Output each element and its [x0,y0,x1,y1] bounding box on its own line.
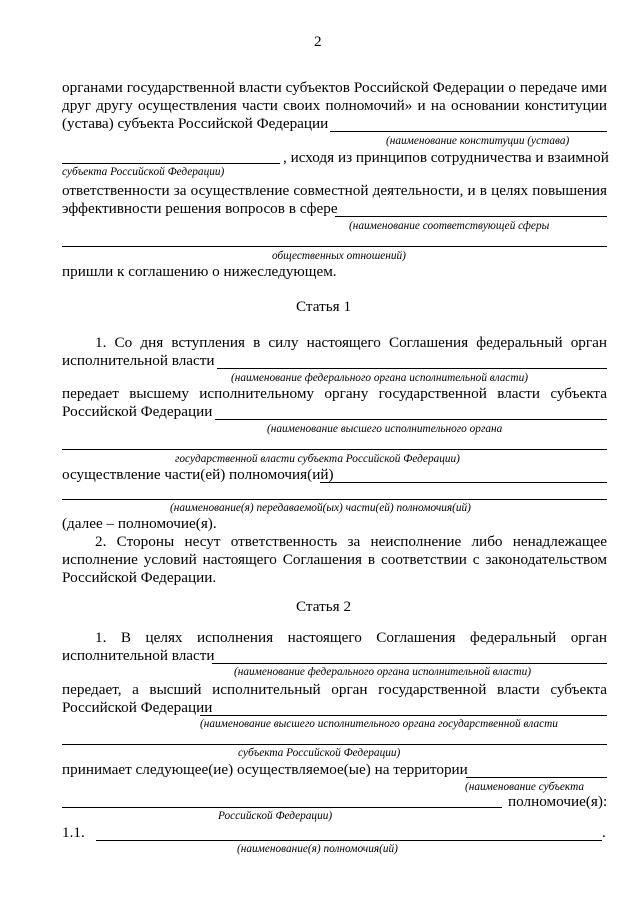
article-1-p1-line-2: исполнительной власти [62,352,215,369]
caption-federal-body-2: (наименование федерального органа исполнительной власти) [234,666,531,678]
caption-region: Российской Федерации) [218,810,333,822]
caption-territory: (наименование субъекта [465,781,585,793]
article-2-p1-line-1: 1. В целях исполнения настоящего Соглашения федеральный орган [95,629,607,646]
caption-state-authority: государственной власти субъекта Российской Федерации) [175,453,460,465]
caption-relations: общественных отношений) [272,250,406,262]
fill-line-executive-body-2 [200,715,607,716]
fill-line-federal-body [217,368,607,369]
article-2-p1-line-2: исполнительной власти [62,647,215,664]
intro-line-3: (устава) субъекта Российской Федерации [62,115,329,132]
caption-powers-part: (наименование(я) передаваемой(ых) части(ей) полномочия(ий) [170,502,471,514]
intro-line-5: ответственности за осуществление совместной деятельности, и в целях повышения [62,182,607,199]
page-number: 2 [314,33,322,50]
caption-subject-2: субъекта Российской Федерации) [238,747,401,759]
caption-subject: субъекта Российской Федерации) [62,166,225,178]
article-1-p1-line-3: передает высшему исполнительному органу государственной власти субъекта [62,385,607,402]
fill-line-relations [62,246,607,247]
fill-line-state-authority [62,449,607,450]
intro-line-4: , исходя из принципов сотрудничества и взаимной [283,149,609,166]
caption-item: (наименование(я) полномочия(ий) [237,843,398,855]
article-1-p1-line-1: 1. Со дня вступления в силу настоящего Соглашения федеральный орган [95,334,607,351]
fill-line-item [96,840,602,841]
item-number: 1.1. [62,824,85,841]
fill-line-subject [62,163,280,164]
fill-line-executive-body [215,419,607,420]
fill-line-powers-part-2 [62,499,607,500]
article-1-p1-line-4: Российской Федерации [62,403,213,420]
item-end: . [602,824,606,841]
caption-executive-body: (наименование высшего исполнительного органа [267,423,503,435]
fill-line-territory [466,777,607,778]
article-1-p2-line-3: Российской Федерации. [62,569,217,586]
intro-line-2: друг другу осуществления части своих полномочий» и на основании конституции [62,97,607,114]
fill-line-federal-body-2 [212,663,607,664]
article-1-title: Статья 1 [296,298,352,315]
caption-executive-body-2: (наименование высшего исполнительного органа государственной власти [200,718,558,730]
caption-sphere: (наименование соответствующей сферы [349,220,550,232]
article-2-p1-line-4: Российской Федерации [62,699,213,716]
intro-line-7: пришли к соглашению о нижеследующем. [62,263,337,280]
article-2-title: Статья 2 [296,598,352,615]
fill-line-constitution [330,131,607,132]
article-1-p2-line-1: 2. Стороны несут ответственность за неисполнение либо ненадлежащее [95,533,607,550]
article-1-p1-line-6: (далее – полномочие(я). [62,515,217,532]
fill-line-powers-part-1 [320,482,607,483]
fill-line-subject-2 [62,744,607,745]
intro-line-6: эффективности решения вопросов в сфере [62,200,338,217]
article-1-p1-line-5: осуществление части(ей) полномочия(ий) [62,466,334,483]
fill-line-region [62,807,502,808]
caption-constitution: (наименование конституции (устава) [386,135,570,147]
article-2-p1-line-3: передает, а высший исполнительный орган государственной власти субъекта [62,681,607,698]
article-2-p1-line-5: принимает следующее(ие) осуществляемое(ые) на территории [62,761,468,778]
fill-line-sphere [335,216,607,217]
article-2-p1-line-6: полномочие(я): [508,793,608,810]
article-1-p2-line-2: исполнение условий настоящего Соглашения в соответствии с законодательством [62,551,607,568]
caption-federal-body: (наименование федерального органа исполнительной власти) [231,372,528,384]
intro-line-1: органами государственной власти субъектов Российской Федерации о передаче ими [62,79,607,96]
